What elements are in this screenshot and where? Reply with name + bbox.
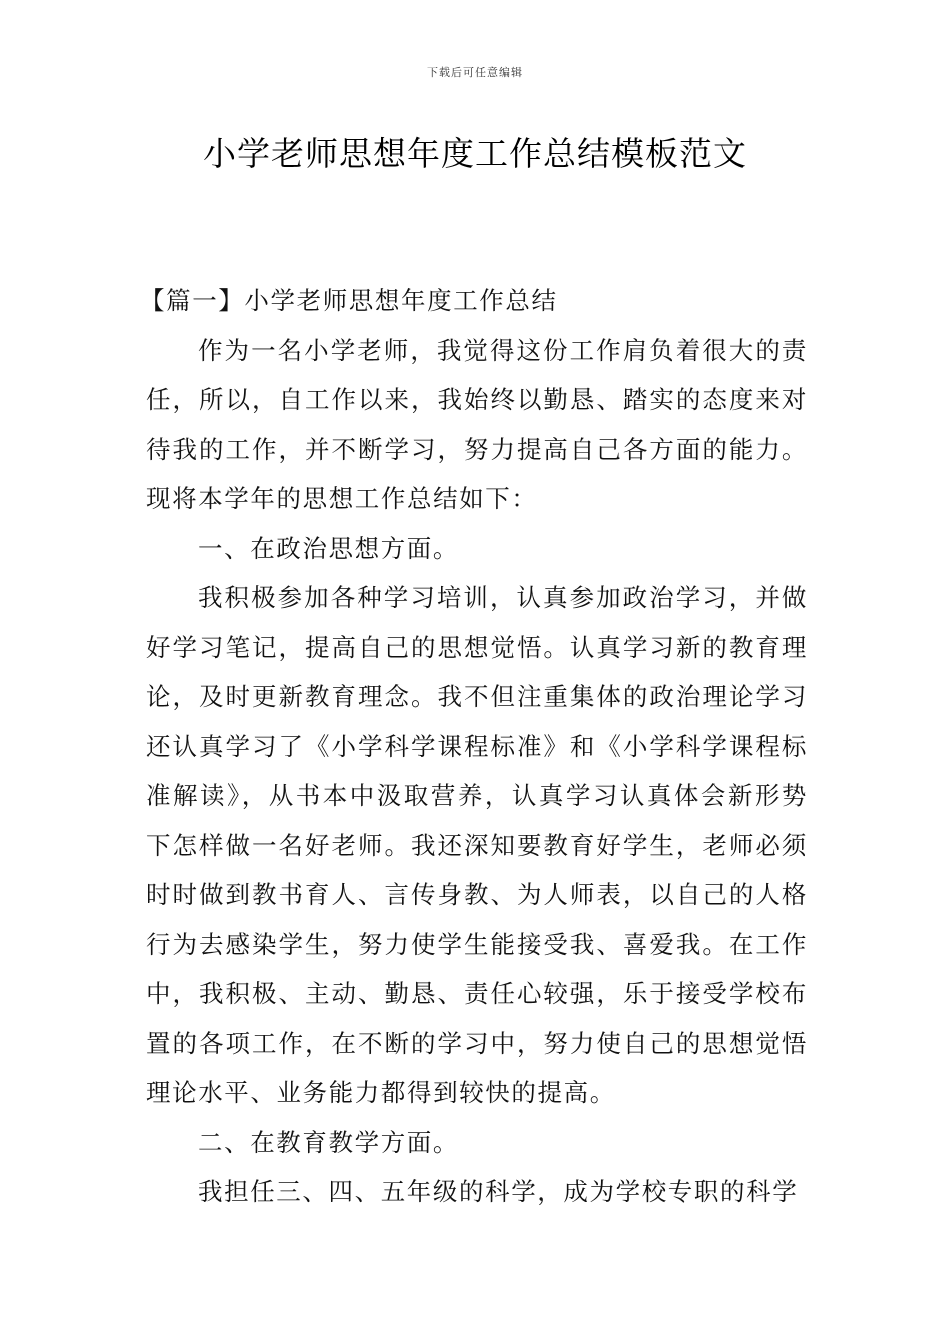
- header-note: 下载后可任意编辑: [427, 66, 523, 79]
- section-heading: 【篇一】小学老师思想年度工作总结: [140, 286, 558, 315]
- paragraph-intro: 作为一名小学老师，我觉得这份工作肩负着很大的责任，所以，自工作以来，我始终以勤恳、踏实的态度来对待我的工作，并不断学习，努力提高自己各方面的能力。现将本学年的思想工作总结如下：: [146, 335, 808, 513]
- subheading-political: 一、在政治思想方面。: [198, 533, 459, 563]
- paragraph-teaching: 我担任三、四、五年级的科学，成为学校专职的科学: [198, 1177, 799, 1206]
- paragraph-political: 我积极参加各种学习培训，认真参加政治学习，并做好学习笔记，提高自己的思想觉悟。认真学习新的教育理论，及时更新教育理念。我不但注重集体的政治理论学习还认真学习了《小学科学课程标准》和《小学科学课程标准解读》，从书本中汲取营养，认真学习认真体会新形势下怎样做一名好老师。我还深知要教育好学生，老师必须时时做到教书育人、言传身教、为人师表，以自己的人格行为去感染学生，努力使学生能接受我、喜爱我。在工作中，我积极、主动、勤恳、责任心较强，乐于接受学校布置的各项工作，在不断的学习中，努力使自己的思想觉悟理论水平、业务能力都得到较快的提高。: [146, 583, 808, 1107]
- document-body: [140, 276, 808, 1217]
- subheading-teaching: 二、在教育教学方面。: [198, 1127, 459, 1157]
- document-title: 小学老师思想年度工作总结模板范文: [203, 134, 747, 173]
